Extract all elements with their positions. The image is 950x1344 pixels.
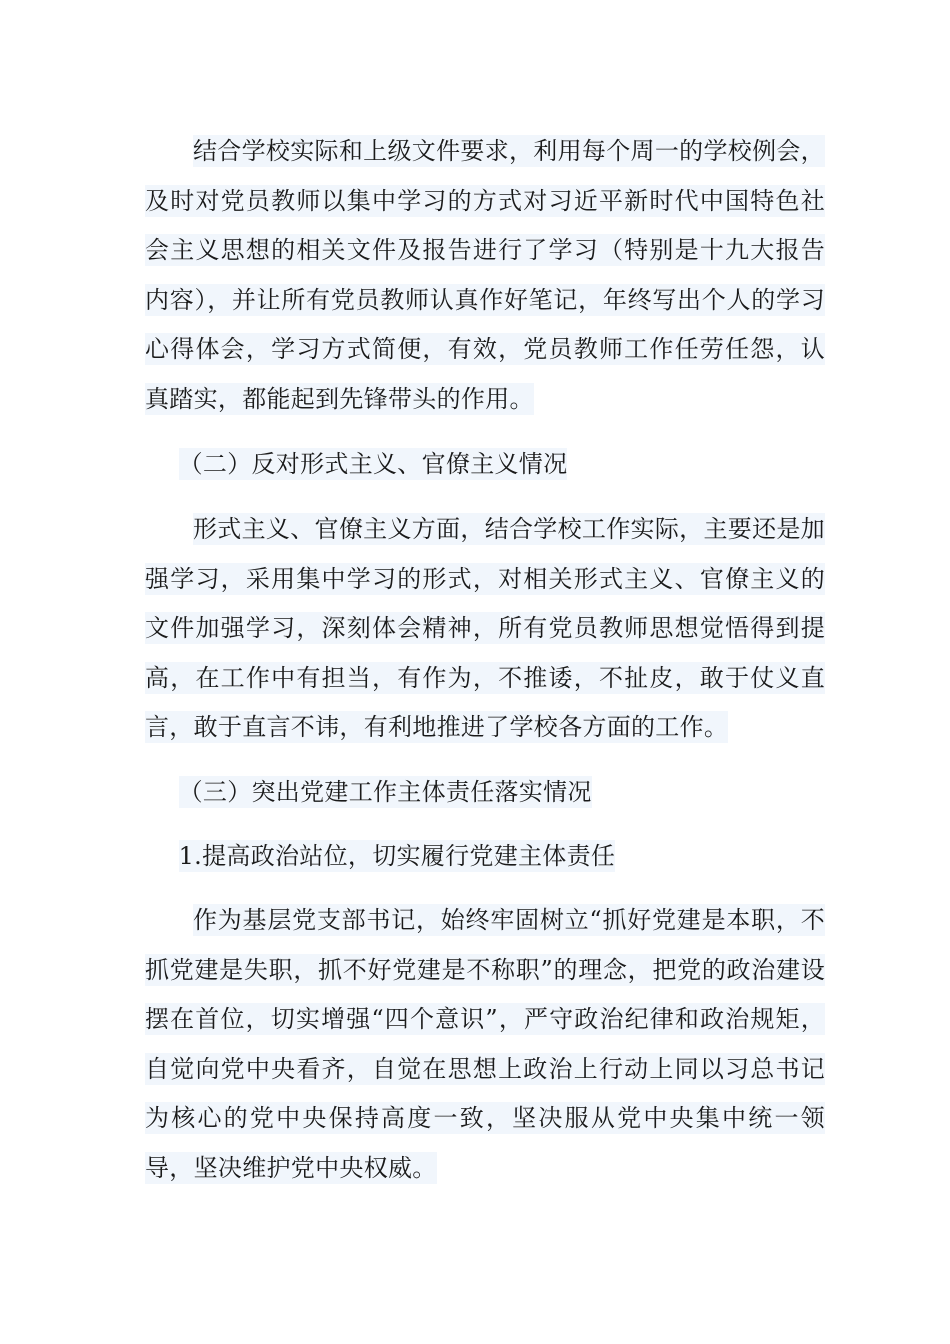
section-heading (145, 440, 825, 490)
paragraph (145, 896, 825, 1194)
section-heading-text: （二）反对形式主义、官僚主义情况 (178, 450, 568, 478)
subsection-heading (145, 832, 825, 882)
paragraph (145, 127, 825, 425)
paragraph-text: 形式主义、官僚主义方面，结合学校工作实际，主要还是加强学习，采用集中学习的形式，对相关形式主义、官僚主义的文件加强学习，深刻体会精神，所有党员教师思想觉悟得到提高，在工作中有担当，有作为，不推诿，不扯皮，敢于仗义直言，敢于直言不讳，有利地推进了学校各方面的工作。 (145, 515, 825, 742)
paragraph-text: 作为基层党支部书记，始终牢固树立“抓好党建是本职，不抓党建是失职，抓不好党建是不称职”的理念，把党的政治建设摆在首位，切实增强“四个意识”，严守政治纪律和政治规矩，自觉向党中央看齐，自觉在思想上政治上行动上同以习总书记为核心的党中央保持高度一致，坚决服从党中央集中统一领导，坚决维护党中央权威。 (145, 906, 825, 1182)
section-heading-text: （三）突出党建工作主体责任落实情况 (178, 778, 592, 806)
subsection-heading-text: 1.提高政治站位，切实履行党建主体责任 (178, 842, 616, 870)
section-heading (145, 768, 825, 818)
paragraph-text: 结合学校实际和上级文件要求，利用每个周一的学校例会，及时对党员教师以集中学习的方式对习近平新时代中国特色社会主义思想的相关文件及报告进行了学习（特别是十九大报告内容），并让所有党员教师认真作好笔记，年终写出个人的学习心得体会，学习方式简便，有效，党员教师工作任劳任怨，认真踏实，都能起到先锋带头的作用。 (145, 137, 825, 413)
paragraph (145, 505, 825, 753)
